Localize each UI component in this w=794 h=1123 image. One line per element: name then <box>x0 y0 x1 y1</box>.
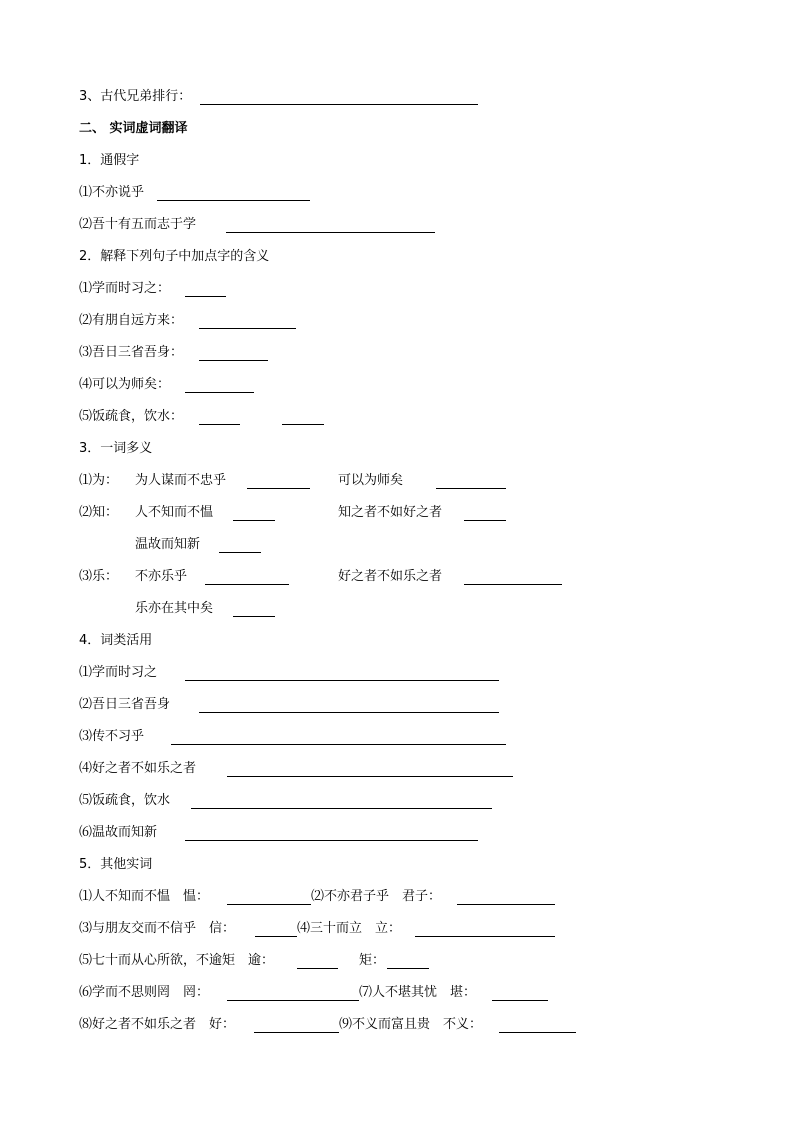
answer-blank[interactable] <box>157 186 310 201</box>
item-4-6: ⑹温故而知新 <box>79 825 158 840</box>
answer-blank[interactable] <box>227 890 311 905</box>
answer-blank[interactable] <box>297 954 338 969</box>
answer-blank[interactable] <box>199 346 268 361</box>
answer-blank[interactable] <box>499 1018 576 1033</box>
le-sentence-b: 好之者不如乐之者 <box>338 569 443 584</box>
item-5-7: ⑺人不堪其忧 堪： <box>359 985 477 1000</box>
item-5-5-ju: 矩： <box>359 953 386 968</box>
item-5-8: ⑻好之者不如乐之者 好： <box>79 1017 236 1032</box>
answer-blank[interactable] <box>205 570 289 585</box>
le-sentence-c: 乐亦在其中矣 <box>135 601 214 616</box>
wei-label: ⑴为： <box>79 473 119 488</box>
answer-blank[interactable] <box>464 570 562 585</box>
wei-sentence-b: 可以为师矣 <box>338 473 404 488</box>
answer-blank[interactable] <box>254 1018 339 1033</box>
zhi-sentence-a: 人不知而不愠 <box>135 505 214 520</box>
item-4-3: ⑶传不习乎 <box>79 729 145 744</box>
answer-blank[interactable] <box>199 314 296 329</box>
answer-blank[interactable] <box>457 890 555 905</box>
answer-blank[interactable] <box>227 986 359 1001</box>
item-2-3: ⑶吾日三省吾身： <box>79 345 184 360</box>
answer-blank[interactable] <box>185 666 499 681</box>
answer-blank[interactable] <box>387 954 429 969</box>
answer-blank[interactable] <box>492 986 548 1001</box>
answer-blank[interactable] <box>199 410 240 425</box>
question-label: 3、古代兄弟排行： <box>79 89 192 104</box>
subsection-4-title: 4．词类活用 <box>79 633 153 648</box>
item-5-1: ⑴人不知而不愠 愠： <box>79 889 210 904</box>
answer-blank[interactable] <box>233 506 275 521</box>
section-2-heading: 二、 实词虚词翻译 <box>79 121 188 136</box>
zhi-sentence-c: 温故而知新 <box>135 537 201 552</box>
zhi-sentence-b: 知之者不如好之者 <box>338 505 443 520</box>
item-5-3: ⑶与朋友交而不信乎 信： <box>79 921 236 936</box>
item-2-4: ⑷可以为师矣： <box>79 377 171 392</box>
answer-blank[interactable] <box>171 730 506 745</box>
le-sentence-a: 不亦乐乎 <box>135 569 188 584</box>
answer-blank[interactable] <box>185 282 226 297</box>
wei-sentence-a: 为人谋而不忠乎 <box>135 473 227 488</box>
question-3-brother-order <box>79 87 191 107</box>
item-4-5: ⑸饭疏食，饮水 <box>79 793 171 808</box>
zhi-label: ⑵知： <box>79 505 119 520</box>
answer-blank[interactable] <box>185 826 478 841</box>
subsection-2-title: 2．解释下列句子中加点字的含义 <box>79 249 270 264</box>
answer-blank[interactable] <box>233 602 275 617</box>
item-2-5: ⑸饭疏食，饮水： <box>79 409 184 424</box>
item-5-5: ⑸七十而从心所欲，不逾矩 逾： <box>79 953 275 968</box>
subsection-1-title: 1．通假字 <box>79 153 140 168</box>
item-4-1: ⑴学而时习之 <box>79 665 158 680</box>
item-1-1: ⑴不亦说乎 <box>79 185 145 200</box>
item-2-1: ⑴学而时习之： <box>79 281 171 296</box>
answer-blank[interactable] <box>185 378 254 393</box>
answer-blank[interactable] <box>200 90 478 105</box>
answer-blank[interactable] <box>219 538 261 553</box>
answer-blank[interactable] <box>464 506 506 521</box>
item-5-9: ⑼不义而富且贵 不义： <box>339 1017 483 1032</box>
item-4-4: ⑷好之者不如乐之者 <box>79 761 197 776</box>
item-4-2: ⑵吾日三省吾身 <box>79 697 171 712</box>
item-5-2: ⑵不亦君子乎 君子： <box>311 889 442 904</box>
subsection-3-title: 3．一词多义 <box>79 441 153 456</box>
answer-blank[interactable] <box>191 794 492 809</box>
item-1-2: ⑵吾十有五而志于学 <box>79 217 197 232</box>
answer-blank[interactable] <box>226 218 435 233</box>
item-5-4: ⑷三十而立 立： <box>297 921 402 936</box>
answer-blank[interactable] <box>227 762 513 777</box>
item-2-2: ⑵有朋自远方来： <box>79 313 184 328</box>
answer-blank[interactable] <box>436 474 506 489</box>
answer-blank[interactable] <box>247 474 310 489</box>
subsection-5-title: 5．其他实词 <box>79 857 153 872</box>
answer-blank[interactable] <box>415 922 555 937</box>
le-label: ⑶乐： <box>79 569 119 584</box>
answer-blank[interactable] <box>199 698 499 713</box>
item-5-6: ⑹学而不思则罔 罔： <box>79 985 210 1000</box>
answer-blank[interactable] <box>255 922 297 937</box>
answer-blank[interactable] <box>282 410 324 425</box>
